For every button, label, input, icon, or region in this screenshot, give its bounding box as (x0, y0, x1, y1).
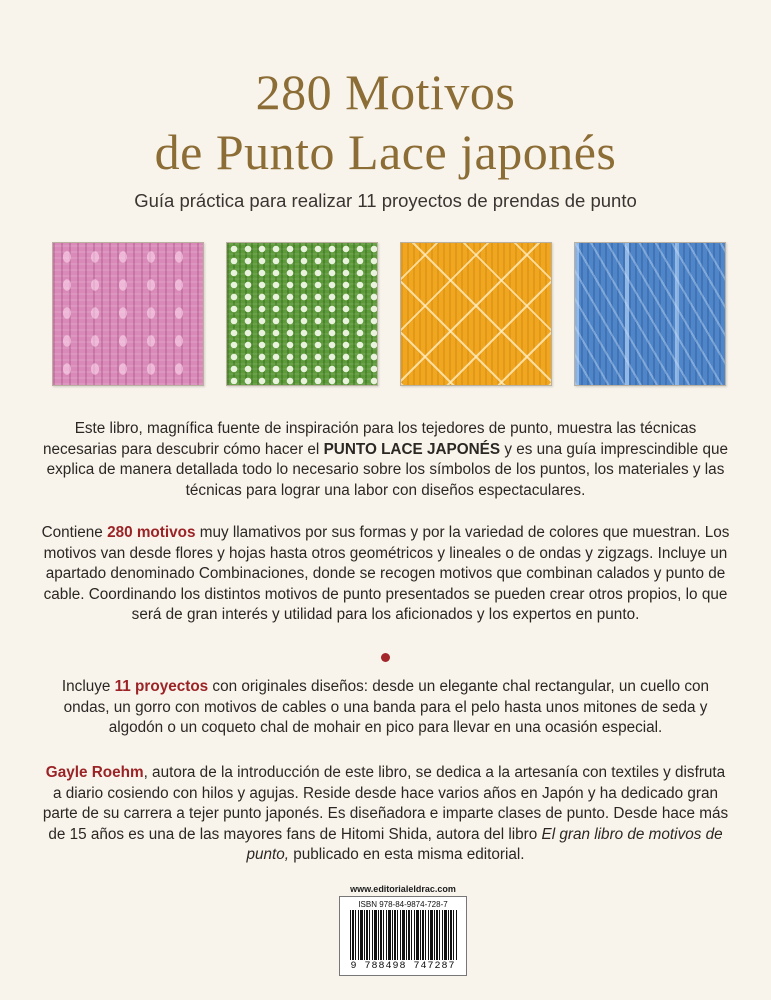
intro-text-a: Este libro, magnífica fuente de inspiración para los tejedores de punto, muestra las técnicas necesarias para descubrir cómo hacer el (42, 420, 697, 458)
book-subtitle: Guía práctica para realizar 11 proyectos de prendas de punto (134, 190, 637, 211)
barcode-box (339, 896, 467, 976)
intro-highlight: PUNTO LACE JAPONÉS (323, 440, 501, 458)
title-line-1: 280 Motivos (255, 64, 516, 120)
motifs-highlight: 280 motivos (107, 524, 196, 541)
isbn-label: ISBN 978-84-9874-728-7 (358, 900, 448, 909)
author-text-a: , autora de la introducción de este libro, se dedica a la artesanía con textiles y disfruta a diario cosiendo con hilos y agujas. Reside desde hace varios años en Japón y ha dedicado gran parte de su carrera a tejer punto japonés. Es diseñadora e imparte clases de punto. Desde hace más de 15 años es una de las mayores fans de Hitomi Shida, autora del libro (42, 764, 729, 843)
barcode-digits: 9 788498 747287 (350, 961, 456, 972)
intro-paragraph (40, 419, 731, 501)
swatch-row (52, 242, 726, 386)
motifs-text-b: muy llamativos por sus formas y por la variedad de colores que muestran. Los motivos van desde flores y hojas hasta otros geométricos y lineales o de ondas y zigzags. Incluye un apartado denominado Combinaciones, donde se recogen motivos que combinan calados y punto de cable. Coordinando los distintos motivos de punto presentados se pueden crear otros propios, lo que será de gran interés y utilidad para los aficionados y los expertos en punto. (43, 524, 730, 624)
barcode-bars (350, 910, 458, 960)
book-title (0, 62, 771, 182)
projects-highlight: 11 proyectos (114, 678, 209, 695)
pink-lace-swatch (52, 242, 204, 386)
author-paragraph (40, 763, 731, 866)
separator-dot (381, 653, 390, 662)
projects-paragraph (40, 677, 731, 739)
projects-text-b: con originales diseños: desde un elegante chal rectangular, un cuello con ondas, un gorro con motivos de cables o una banda para el pelo hasta unos mitones de seda y algodón o un coqueto chal de mohair en pico para llevar en una ocasión especial. (63, 678, 710, 737)
publisher-website: www.editorialeldrac.com (350, 884, 456, 894)
blue-lace-swatch (574, 242, 726, 386)
orange-lace-swatch (400, 242, 552, 386)
motifs-text-a: Contiene (41, 524, 108, 541)
intro-text-b: y es una guía imprescindible que explica de manera detallada todo lo necesario sobre los símbolos de los puntos, los materiales y las técnicas para lograr una labor con diseños espectaculares. (46, 440, 728, 499)
green-lace-swatch (226, 242, 378, 386)
projects-text-a: Incluye (61, 678, 115, 695)
title-line-2: de Punto Lace japonés (154, 124, 617, 180)
author-name: Gayle Roehm (45, 764, 144, 781)
author-text-b: publicado en esta misma editorial. (289, 846, 525, 864)
motifs-paragraph (40, 523, 731, 626)
referenced-book-title: El gran libro de motivos de punto, (246, 825, 723, 864)
